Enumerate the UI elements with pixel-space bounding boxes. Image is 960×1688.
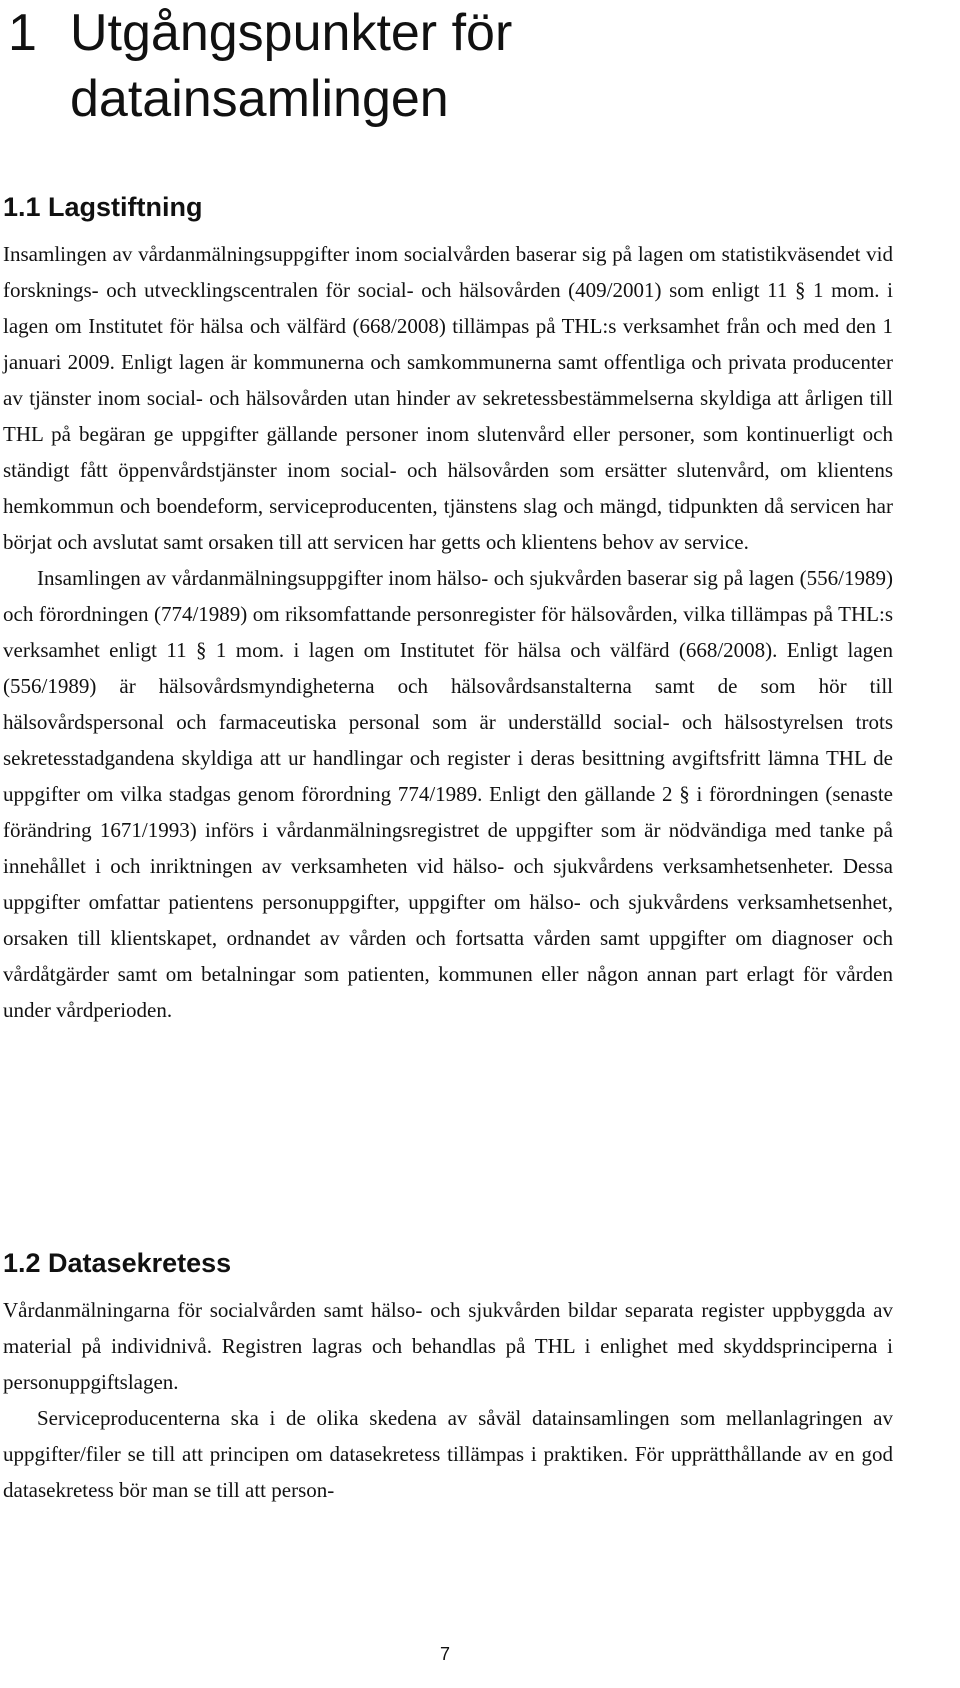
section-body-datasekretess <box>3 1292 893 1508</box>
paragraph-halso-och-sjukvarden: Insamlingen av vårdanmälningsuppgifter inom hälso- och sjukvården baserar sig på lagen (556/1989) och förordningen (774/1989) om riksomfattande personregister för hälsovården, vilka tillämpas på THL:s verksamhet enligt 11 § 1 mom. i lagen om Institutet för hälsa och välfärd (668/2008). Enligt lagen (556/1989) är hälsovårdsmyndigheterna och hälsovårdsanstalterna samt de som hör till hälsovårdspersonal och farmaceutiska personal som är underställd social- och hälsostyrelsen trots sekretesstadgandena skyldiga att ur handlingar och register i deras besittning avgiftsfritt lämna THL de uppgifter om vilka stadgas genom förordning 774/1989. Enligt den gällande 2 § i förordningen (senaste förändring 1671/1993) införs i vårdanmälningsregistret de uppgifter som är nödvändiga med tanke på innehållet i och inriktningen av verksamheten vid hälso- och sjukvårdens verksamhetsenheter. Dessa uppgifter omfattar patientens personuppgifter, uppgifter om hälso- och sjukvårdens verksamhetsenhet, orsaken till klientskapet, ordnandet av vården och fortsatta vården samt uppgifter om diagnoser och vårdåtgärder samt om betalningar som patienten, kommunen eller någon annan part erlagt för vården under vårdperioden. <box>3 566 893 1022</box>
section-heading-lagstiftning: 1.1 Lagstiftning <box>3 192 203 222</box>
paragraph-serviceproducenter: Serviceproducenterna ska i de olika skedena av såväl datainsamlingen som mellanlagringen av uppgifter/filer se till att principen om datasekretess tillämpas i praktiken. För upprätthållande av en god datasekretess bör man se till att person- <box>3 1406 893 1502</box>
section-body-lagstiftning <box>3 236 893 1028</box>
chapter-number: 1 <box>8 4 37 62</box>
chapter-title-line2: datainsamlingen <box>70 70 449 128</box>
section-heading-datasekretess: 1.2 Datasekretess <box>3 1248 232 1278</box>
paragraph-register: Vårdanmälningarna för socialvården samt hälso- och sjukvården bildar separata register uppbyggda av material på individnivå. Registren lagras och behandlas på THL i enlighet med skyddsprinciperna i personuppgiftslagen. <box>3 1298 893 1394</box>
chapter-title <box>8 0 512 132</box>
page-number: 7 <box>439 1644 450 1664</box>
chapter-title-line1: Utgångspunkter för <box>70 4 513 62</box>
paragraph-socialvarden: Insamlingen av vårdanmälningsuppgifter inom socialvården baserar sig på lagen om statistikväsendet vid forsknings- och utvecklingscentralen för social- och hälsovården (409/2001) som enligt 11 § 1 mom. i lagen om Institutet för hälsa och välfärd (668/2008) tillämpas på THL:s verksamhet från och med den 1 januari 2009. Enligt lagen är kommunerna och samkommunerna samt offentliga och privata producenter av tjänster inom social- och hälsovården utan hinder av sekretessbestämmelserna skyldiga att årligen till THL på begäran ge uppgifter gällande personer inom slutenvård eller personer, som kontinuerligt och ständigt fått öppenvårdstjänster inom social- och hälsovården som ersätter slutenvård, om klientens hemkommun och boendeform, serviceproducenten, tjänstens slag och mängd, tidpunkten då servicen har börjat och avslutat samt orsaken till att servicen har getts och klientens behov av service. <box>3 242 893 554</box>
